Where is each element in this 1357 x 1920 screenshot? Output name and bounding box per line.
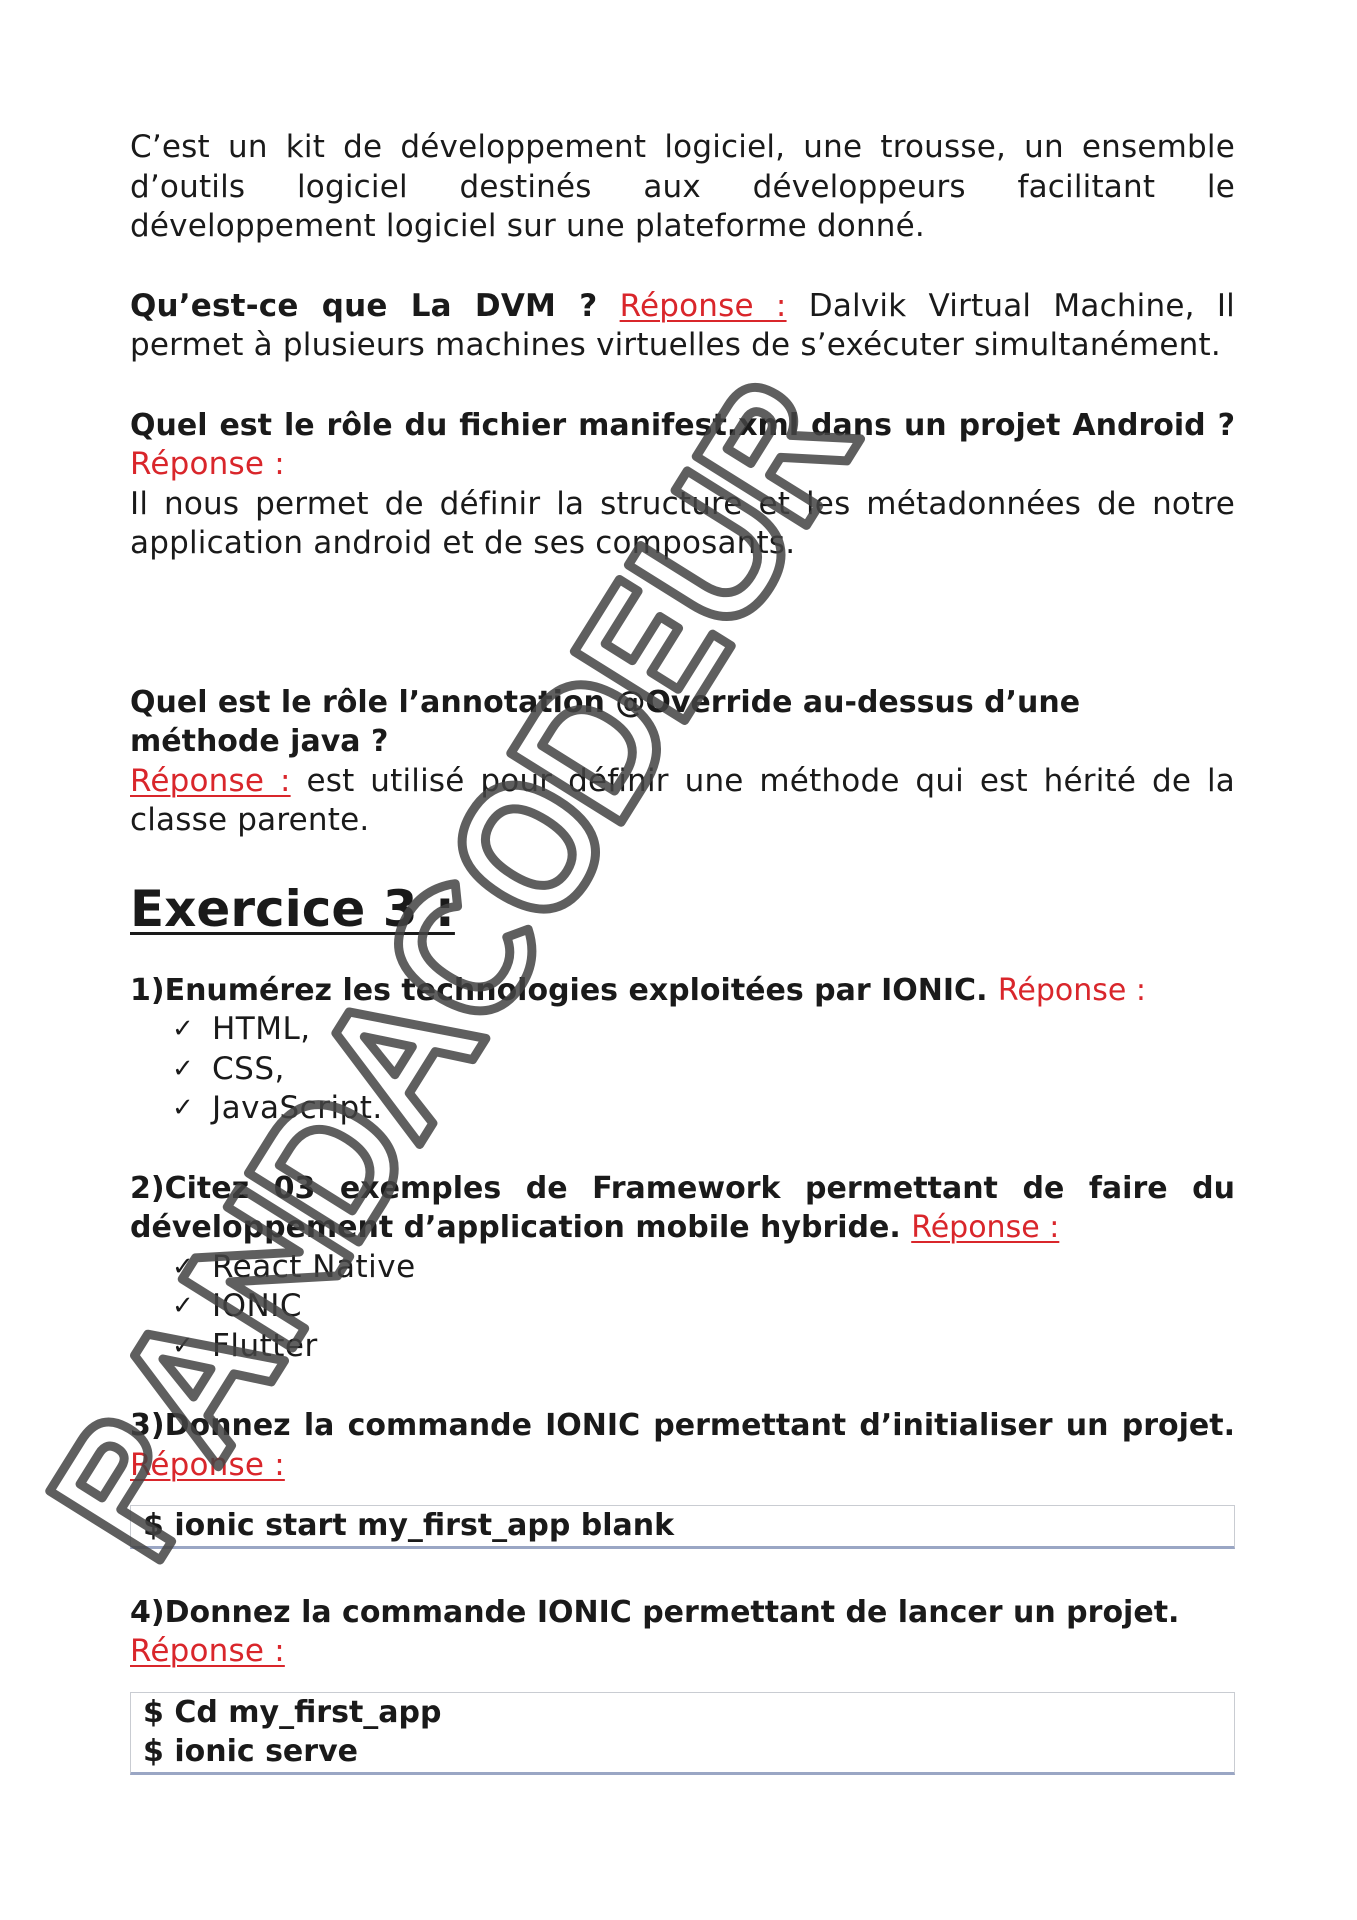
list-item: ✓ IONIC [172, 1287, 1235, 1327]
q3-code-box [130, 1505, 1235, 1549]
override-answer-label: Réponse : [130, 762, 291, 799]
q1-question: 1)Enumérez les technologies exploitées par IONIC. [130, 972, 988, 1008]
override-answer: est utilisé pour définir une méthode qui est hérité de la classe parente. [130, 762, 1235, 838]
override-block [130, 762, 1235, 841]
q4-code-box [130, 1692, 1235, 1775]
check-icon: ✓ [172, 1053, 195, 1084]
list-item: ✓ JavaScript. [172, 1089, 1235, 1129]
q2-list [130, 1248, 1235, 1367]
intro-paragraph: C’est un kit de développement logiciel, une trousse, un ensemble d’outils logiciel destinés aux développeurs facilitant le développement logiciel sur une plateforme donné. [130, 129, 1235, 244]
list-item: ✓ CSS, [172, 1050, 1235, 1090]
dvm-question: Qu’est-ce que La DVM ? [130, 287, 598, 324]
dvm-answer-label: Réponse : [619, 287, 787, 324]
check-icon: ✓ [172, 1251, 195, 1282]
list-item: ✓ HTML, [172, 1010, 1235, 1050]
override-question: Quel est le rôle l’annotation @Override au-dessus d’une méthode java ? [130, 684, 1081, 759]
check-icon: ✓ [172, 1014, 195, 1044]
q1-list [130, 1010, 1235, 1129]
dvm-answer: Dalvik Virtual Machine, Il permet à plusieurs machines virtuelles de s’exécuter simultanément. [130, 287, 1235, 363]
document-page [130, 128, 1235, 1775]
q1-block [130, 971, 1235, 1011]
exercise-title: Exercice 3 : [130, 879, 455, 938]
q3-answer-label: Réponse : [130, 1446, 285, 1483]
q4-question: 4)Donnez la commande IONIC permettant de lancer un projet. [130, 1594, 1180, 1630]
code-line: $ ionic start my_first_app blank [143, 1508, 675, 1543]
list-item: ✓ Flutter [172, 1327, 1235, 1367]
q3-question: 3)Donnez la commande IONIC permettant d’initialiser un projet. [130, 1408, 1235, 1443]
q2-answer-label: Réponse : [911, 1210, 1060, 1245]
code-line: $ ionic serve [143, 1734, 358, 1769]
manifest-answer: Il nous permet de définir la structure et les métadonnées de notre application android et de ses composants. [130, 485, 1235, 561]
q4-answer-label: Réponse : [130, 1633, 285, 1669]
q2-block [130, 1169, 1235, 1248]
manifest-question: Quel est le rôle du fichier manifest.xml dans un projet Android ? [130, 407, 1235, 443]
manifest-answer-label: Réponse : [130, 446, 285, 482]
check-icon: ✓ [172, 1330, 195, 1361]
code-line: $ Cd my_first_app [143, 1694, 442, 1730]
check-icon: ✓ [172, 1291, 195, 1321]
list-item: ✓ React Native [172, 1248, 1235, 1288]
dvm-block [130, 287, 1235, 366]
q1-answer-label: Réponse : [997, 972, 1147, 1008]
check-icon: ✓ [172, 1093, 195, 1123]
q2-question: 2)Citez 03 exemples de Framework permettant de faire du développement d’application mobile hybride. [130, 1170, 1235, 1245]
